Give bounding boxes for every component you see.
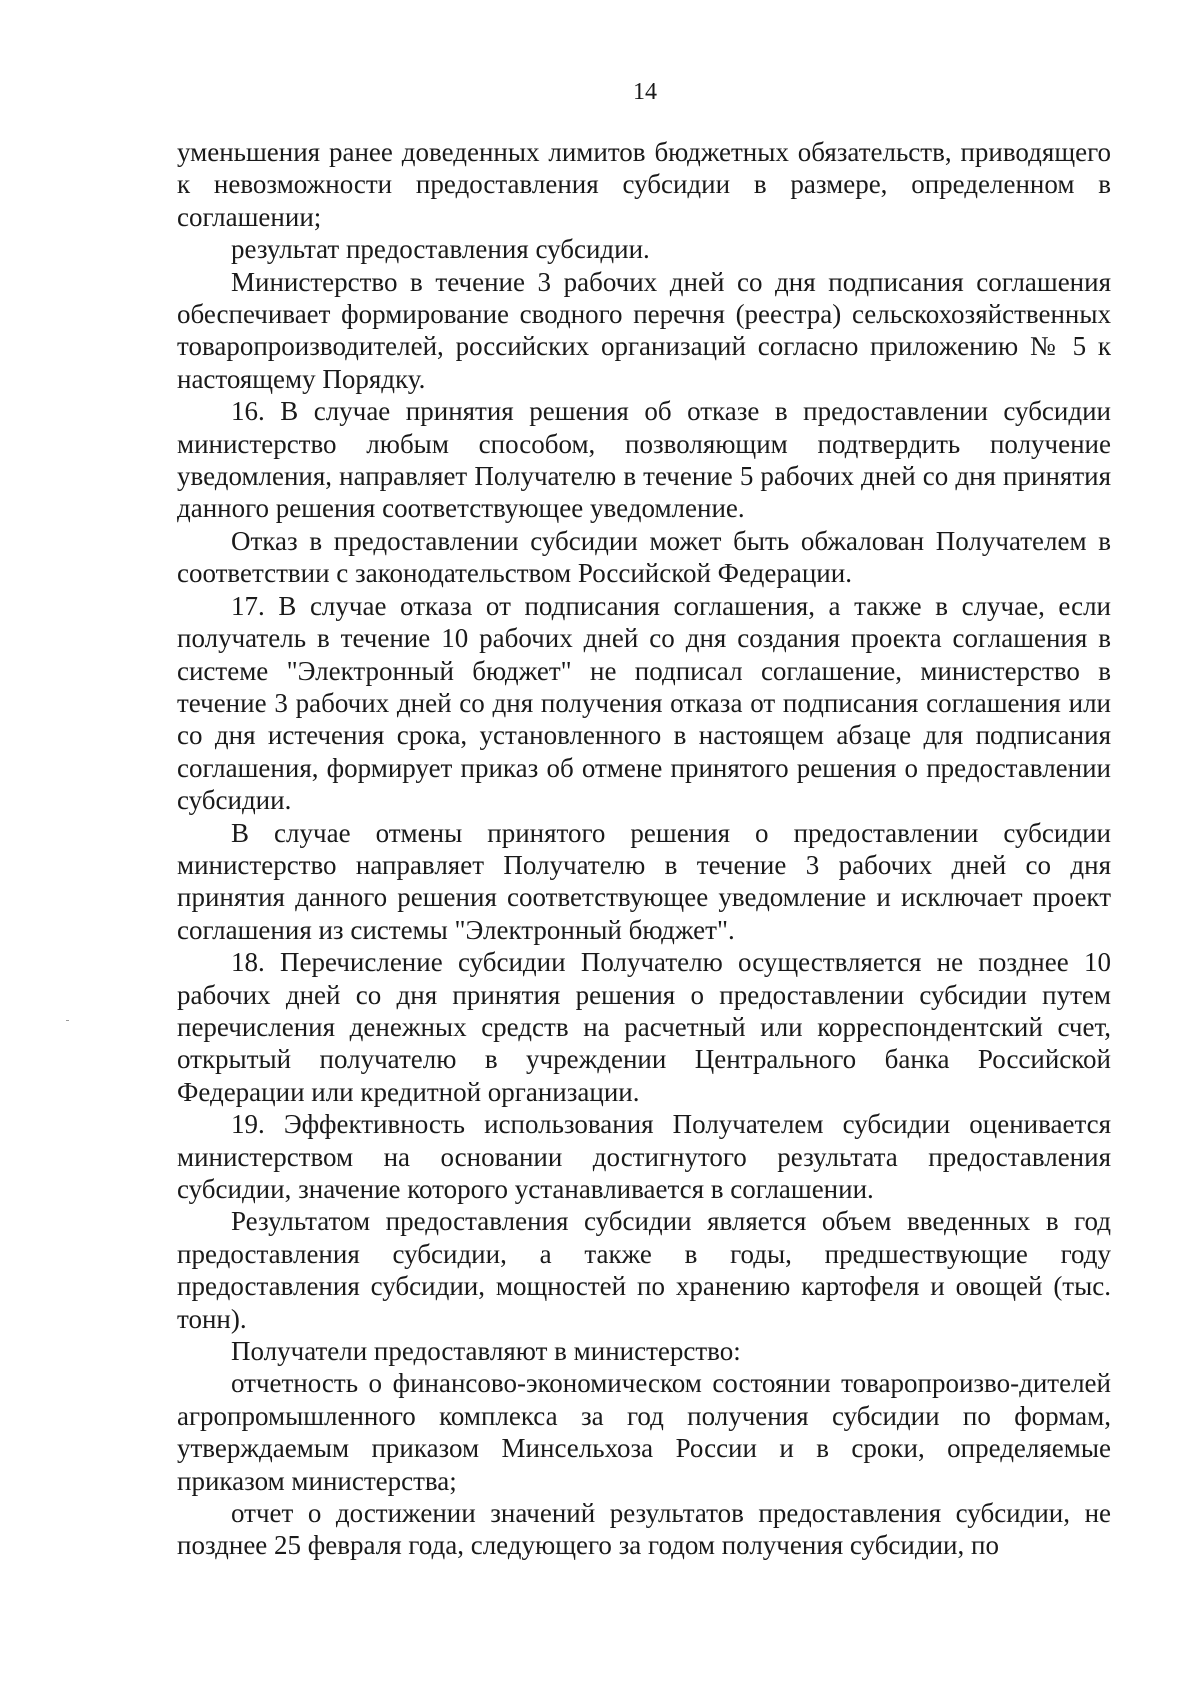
paragraph-result-definition: Результатом предоставления субсидии является объем введенных в год предоставления субсидии, а также в годы, предшествующие году предоставления субсидии, мощностей по хранению картофеля и овощей (тыс. тонн).	[177, 1206, 1111, 1334]
paragraph-section-16: 16. В случае принятия решения об отказе в предоставлении субсидии министерство любым способом, позволяющим подтвердить получение уведомления, направляет Получателю в течение 5 рабочих дней со дня принятия данного решения соответствующее уведомление.	[177, 396, 1111, 524]
paragraph-section-17: 17. В случае отказа от подписания соглашения, а также в случае, если получатель в течение 10 рабочих дней со дня создания проекта соглашения в системе "Электронный бюджет" не подписал соглашение, министерство в течение 3 рабочих дней со дня получения отказа от подписания соглашения или со дня истечения срока, установленного в настоящем абзаце для подписания соглашения, формирует приказ об отмене принятого решения о предоставлении субсидии.	[177, 590, 1111, 816]
paragraph-financial-reporting: отчетность о финансово-экономическом состоянии товаропроизво-дителей агропромышленного комплекса за год получения субсидии по формам, утверждаемым приказом Минсельхоза России и в сроки, определяемые приказом министерства;	[177, 1368, 1111, 1496]
paragraph-results-report: отчет о достижении значений результатов предоставления субсидии, не позднее 25 февраля года, следующего за годом получения субсидии, по	[177, 1498, 1111, 1561]
scan-artifact	[66, 1020, 69, 1021]
paragraph-refusal-appeal: Отказ в предоставлении субсидии может быть обжалован Получателем в соответствии с законодательством Российской Федерации.	[177, 525, 1111, 589]
paragraph-subsidy-limits: уменьшения ранее доведенных лимитов бюджетных обязательств, приводящего к невозможности предоставления субсидии в размере, определенном в соглашении;	[177, 137, 1111, 232]
page-number: 14	[633, 79, 657, 105]
paragraph-decision-cancellation: В случае отмены принятого решения о предоставлении субсидии министерство направляет Получателю в течение 3 рабочих дней со дня принятия данного решения соответствующее уведомление и исключает проект соглашения из системы "Электронный бюджет".	[177, 817, 1111, 945]
paragraph-section-18: 18. Перечисление субсидии Получателю осуществляется не позднее 10 рабочих дней со дня принятия решения о предоставлении субсидии путем перечисления денежных средств на расчетный или корреспондентский счет, открытый получателю в учреждении Центрального банка Российской Федерации или кредитной организации.	[177, 947, 1111, 1107]
paragraph-registry-formation: Министерство в течение 3 рабочих дней со дня подписания соглашения обеспечивает формирование сводного перечня (реестра) сельскохозяйственных товаропроизводителей, российских организаций согласно приложению № 5 к настоящему Порядку.	[177, 266, 1111, 394]
paragraph-subsidy-result: результат предоставления субсидии.	[231, 234, 650, 265]
document-body	[177, 136, 1111, 1562]
paragraph-section-19: 19. Эффективность использования Получателем субсидии оценивается министерством на основании достигнутого результата предоставления субсидии, значение которого устанавливается в соглашении.	[177, 1109, 1111, 1204]
paragraph-recipients-submit: Получатели предоставляют в министерство:	[231, 1336, 741, 1367]
